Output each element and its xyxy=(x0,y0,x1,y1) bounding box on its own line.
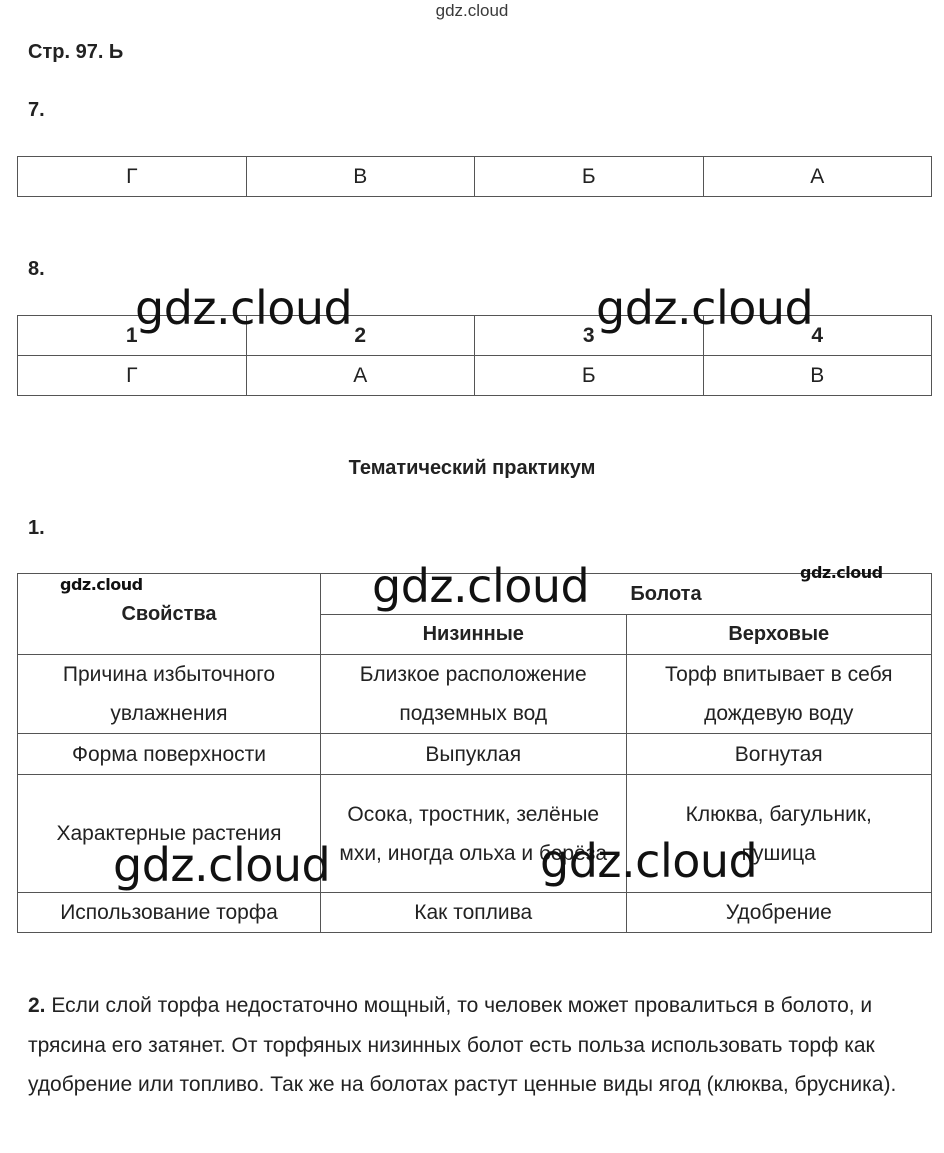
table-header-cell: 2 xyxy=(246,316,475,356)
table-cell: Б xyxy=(475,157,704,197)
property-cell: Использование торфа xyxy=(18,893,321,933)
upland-header: Верховые xyxy=(626,615,932,655)
table-cell: Б xyxy=(475,356,704,396)
task-2-text: Если слой торфа недостаточно мощный, то человек может провалиться в болото, и трясина его затянет. От торфяных низинных болот есть польза использовать торф как удобрение или топливо. Так же на болотах растут ценные виды ягод (клюква, брусника). xyxy=(28,994,897,1096)
table-row xyxy=(18,893,932,933)
watermark: gdz.cloud xyxy=(372,559,590,613)
lowland-cell: Осока, тростник, зелёные мхи, иногда ольха и берёза xyxy=(321,775,627,893)
table-row xyxy=(18,157,932,197)
upland-cell: Удобрение xyxy=(626,893,932,933)
table-row xyxy=(18,356,932,396)
table-cell: Г xyxy=(18,356,247,396)
watermark-top: gdz.cloud xyxy=(435,1,509,20)
page-heading: Стр. 97. Ь xyxy=(28,41,124,63)
table-row xyxy=(18,734,932,775)
section-title: Тематический практикум xyxy=(348,457,596,479)
table-header-cell: 1 xyxy=(18,316,247,356)
table-cell: Г xyxy=(18,157,247,197)
property-cell: Форма поверхности xyxy=(18,734,321,775)
swamps-header: Болота xyxy=(321,574,932,615)
task-2-number: 2. xyxy=(28,994,46,1017)
lowland-cell: Выпуклая xyxy=(321,734,627,775)
task-1-number: 1. xyxy=(28,517,45,539)
task-7-answer-table xyxy=(17,156,932,197)
table-cell: В xyxy=(703,356,932,396)
table-cell: В xyxy=(246,157,475,197)
watermark: gdz.cloud xyxy=(800,563,883,582)
watermark: gdz.cloud xyxy=(540,834,758,888)
table-cell: А xyxy=(246,356,475,396)
task-8-number: 8. xyxy=(28,258,45,280)
upland-cell: Клюква, багульник, пушица xyxy=(626,775,932,893)
table-row xyxy=(18,655,932,734)
lowland-cell: Как топлива xyxy=(321,893,627,933)
table-cell: А xyxy=(703,157,932,197)
table-header-cell: 3 xyxy=(475,316,704,356)
task-7-number: 7. xyxy=(28,99,45,121)
watermark: gdz.cloud xyxy=(113,838,331,892)
lowland-cell: Близкое расположение подземных вод xyxy=(321,655,627,734)
property-cell: Причина избыточного увлажнения xyxy=(18,655,321,734)
table-header-cell: 4 xyxy=(703,316,932,356)
upland-cell: Вогнутая xyxy=(626,734,932,775)
upland-cell: Торф впитывает в себя дождевую воду xyxy=(626,655,932,734)
lowland-header: Низинные xyxy=(321,615,627,655)
task-2-answer xyxy=(28,986,918,1105)
property-cell: Характерные растения xyxy=(18,775,321,893)
watermark: gdz.cloud xyxy=(135,281,353,335)
watermark: gdz.cloud xyxy=(596,281,814,335)
properties-header: Свойства xyxy=(18,574,321,655)
watermark: gdz.cloud xyxy=(60,575,143,594)
